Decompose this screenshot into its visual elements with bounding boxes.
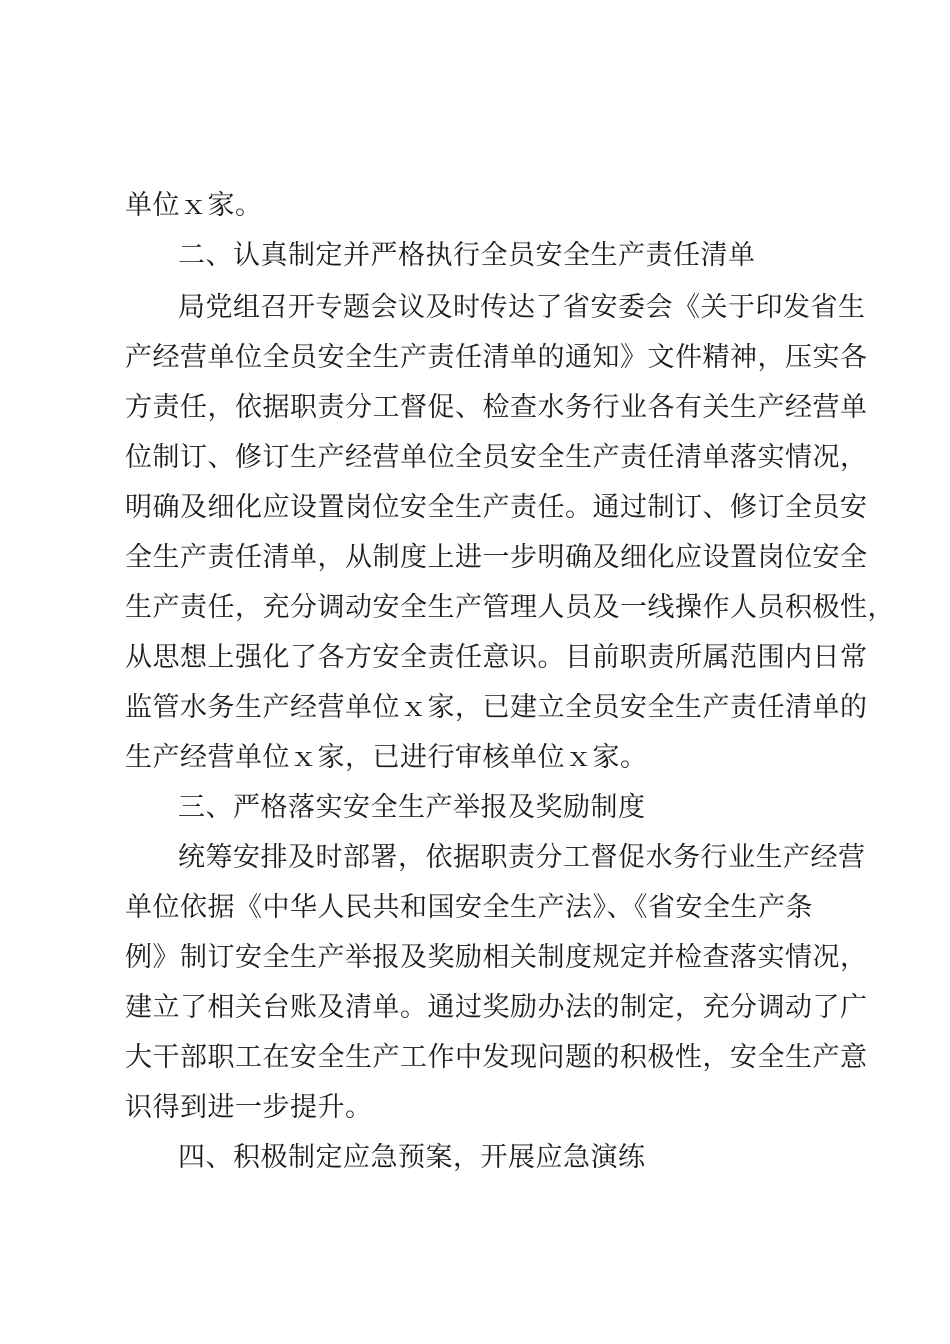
body-text-line: 建立了相关台账及清单。通过奖励办法的制定，充分调动了广 (125, 992, 868, 1023)
body-text-line: 大干部职工在安全生产工作中发现问题的积极性，安全生产意 (125, 1042, 868, 1073)
body-text-line: 例》制订安全生产举报及奖励相关制度规定并检查落实情况， (125, 942, 868, 973)
section-heading-2: 二、认真制定并严格执行全员安全生产责任清单 (178, 240, 756, 271)
body-text-line: 统筹安排及时部署，依据职责分工督促水务行业生产经营 (178, 842, 866, 873)
body-text-line: 从思想上强化了各方安全责任意识。目前职责所属范围内日常 (125, 642, 868, 673)
body-text-line: 生产经营单位ｘ家，已进行审核单位ｘ家。 (125, 742, 648, 773)
body-text-line: 局党组召开专题会议及时传达了省安委会《关于印发省生 (178, 292, 866, 323)
section-heading-3: 三、严格落实安全生产举报及奖励制度 (178, 792, 646, 823)
body-text-line: 单位依据《中华人民共和国安全生产法》、《省安全生产条 (125, 892, 813, 923)
body-text-line: 明确及细化应设置岗位安全生产责任。通过制订、修订全员安 (125, 492, 868, 523)
section-heading-4: 四、积极制定应急预案，开展应急演练 (178, 1142, 646, 1173)
body-text-line: 生产责任，充分调动安全生产管理人员及一线操作人员积极性， (125, 592, 895, 623)
body-text-line: 方责任，依据职责分工督促、检查水务行业各有关生产经营单 (125, 392, 868, 423)
body-text-line: 单位ｘ家。 (125, 190, 263, 221)
body-text-line: 识得到进一步提升。 (125, 1092, 373, 1123)
body-text-line: 监管水务生产经营单位ｘ家，已建立全员安全生产责任清单的 (125, 692, 868, 723)
body-text-line: 位制订、修订生产经营单位全员安全生产责任清单落实情况， (125, 442, 868, 473)
body-text-line: 产经营单位全员安全生产责任清单的通知》文件精神，压实各 (125, 342, 868, 373)
body-text-line: 全生产责任清单，从制度上进一步明确及细化应设置岗位安全 (125, 542, 868, 573)
